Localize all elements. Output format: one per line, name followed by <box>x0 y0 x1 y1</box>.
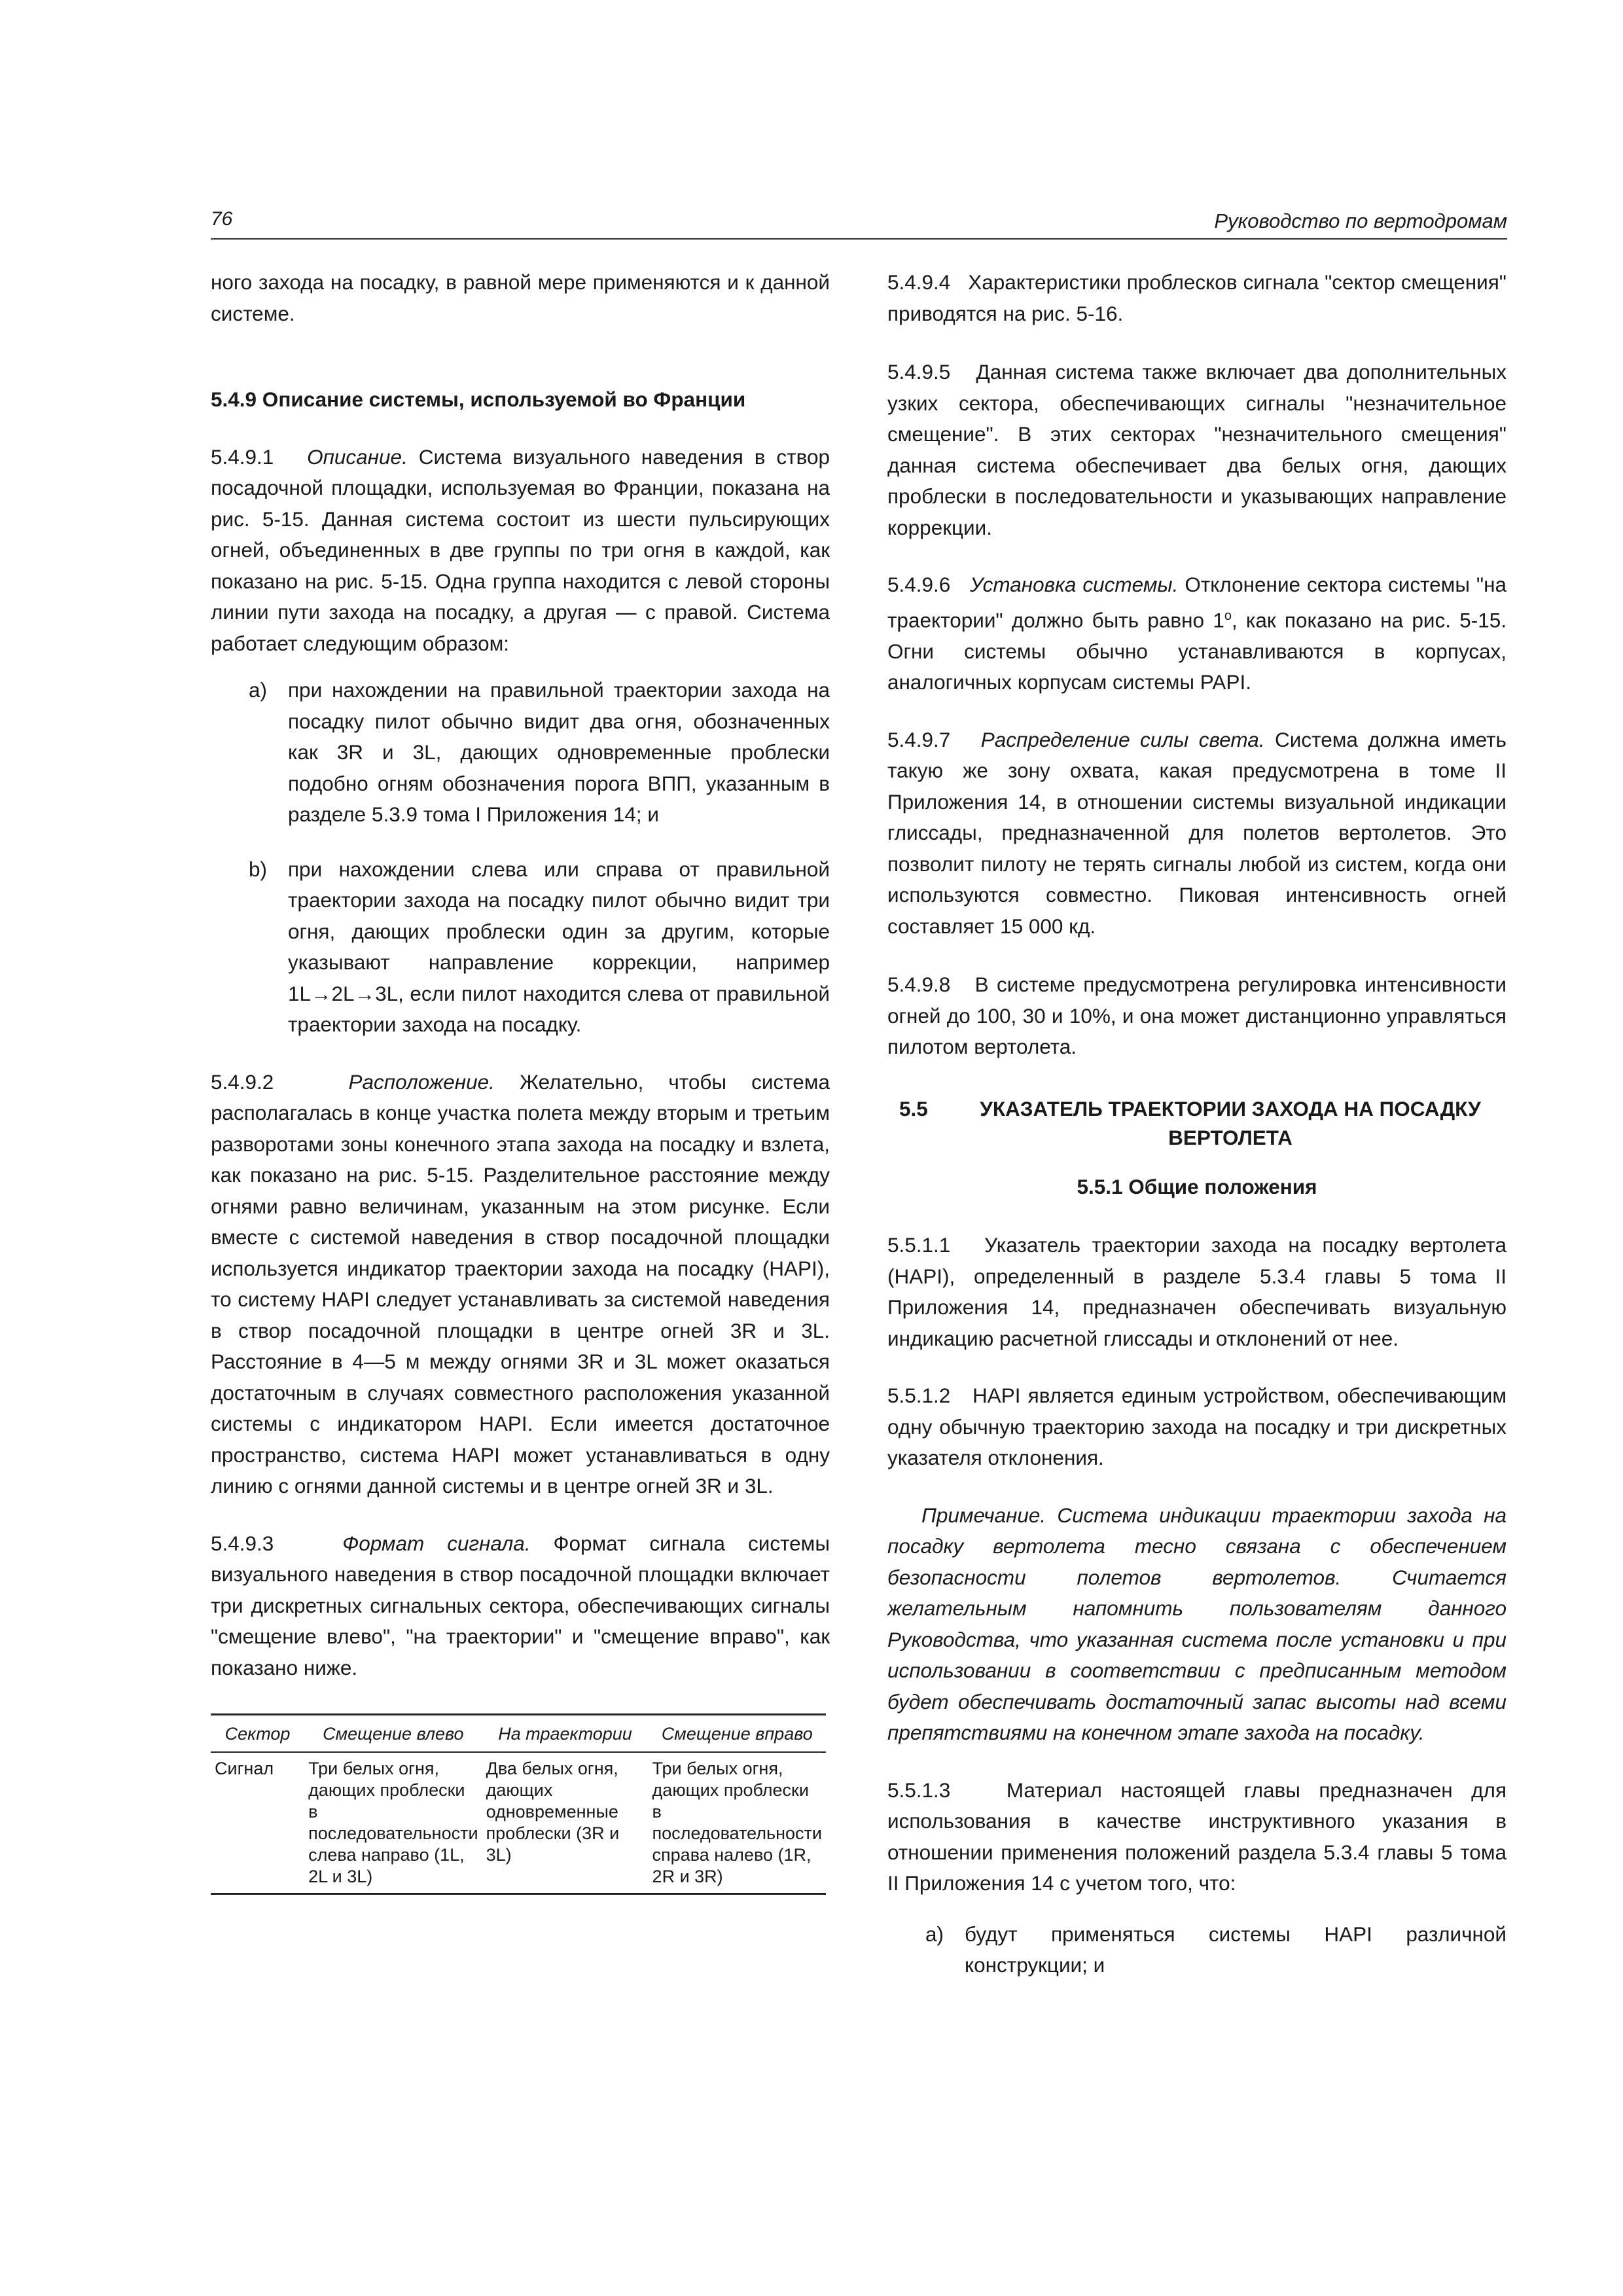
para-number: 5.5.1.2 <box>887 1384 951 1407</box>
para-number: 5.4.9.7 <box>887 727 951 751</box>
list-item-text: при нахождении на правильной траектории захода на посадку пилот обычно видит два огня, обозначенных как 3R и 3L, дающих одновременные проблески подобно огням обозначения порога ВПП, указанным в разделе 5.3.9 тома I Приложения 14; и <box>288 678 830 826</box>
para-number: 5.4.9.5 <box>887 360 951 384</box>
para-number: 5.4.9.4 <box>887 270 951 294</box>
paragraph-5-4-9-8 <box>887 969 1507 1063</box>
para-text: Отклонение сектора системы "на траектории" должно быть равно 1 <box>887 573 1507 632</box>
continuation-paragraph: ного захода на посадку, в равной мере применяются и к данной системе. <box>211 270 830 325</box>
para-heading: Распределение силы света. <box>980 727 1265 751</box>
paragraph-5-4-9-5 <box>887 357 1507 543</box>
para-number: 5.4.9.1 <box>211 444 274 469</box>
para-heading: Формат сигнала. <box>342 1531 531 1555</box>
para-text: , как показано на рис. 5-15. Огни системы обычно устанавливаются в корпусах, аналогичных корпусам системы PAPI. <box>887 608 1507 694</box>
para-text: В системе предусмотрена регулировка интенсивности огней до 100, 30 и 10%, и она может дистанционно управляться пилотом вертолета. <box>887 973 1507 1058</box>
list-marker: b) <box>249 857 268 881</box>
para-heading: Описание. <box>307 444 408 469</box>
signal-format-table <box>211 1713 826 1895</box>
running-title: Руководство по вертодромам <box>1214 209 1507 232</box>
table-header-row <box>211 1715 826 1753</box>
paragraph-5-4-9-7 <box>887 725 1507 942</box>
right-column <box>887 267 1507 1981</box>
para-text: Материал настоящей главы предназначен для использования в качестве инструктивного указания в отношении применения положений раздела 5.3.4 главы 5 тома II Приложения 14 с учетом того, что: <box>887 1778 1507 1895</box>
para-heading: Расположение. <box>348 1069 495 1094</box>
table-header-cell: Смещение вправо <box>661 1724 813 1744</box>
section-heading-5-5-1: 5.5.1 Общие положения <box>1077 1174 1317 1198</box>
list-item-text: будут применяться системы HAPI различной конструкции; и <box>965 1922 1507 1977</box>
list-marker: a) <box>249 678 268 702</box>
table-cell: Три белых огня, дающих проблески в последовательности справа налево (1R, 2R и 3R) <box>652 1759 822 1886</box>
table-header-cell: На траектории <box>498 1724 632 1744</box>
paragraph-5-5-1-1 <box>887 1230 1507 1354</box>
para-text: Указатель траектории захода на посадку вертолета (HAPI), определенный в разделе 5.3.4 главы 5 тома II Приложения 14, предназначен обеспечивать визуальную индикацию расчетной глиссады и отклонений от нее. <box>887 1233 1507 1350</box>
table-cell: Три белых огня, дающих проблески в последовательности слева направо (1L, 2L и 3L) <box>308 1759 478 1886</box>
para-text: Система визуального наведения в створ посадочной площадки, используемая во Франции, показана на рис. 5-15. Данная система состоит из шести пульсирующих огней, объединенных в две группы по три огня в каждой, как показано на рис. 5-15. Одна группа находится с левой стороны линии пути захода на посадку, а другая — с правой. Система работает следующим образом: <box>211 444 830 655</box>
para-number: 5.5.1.1 <box>887 1233 951 1257</box>
paragraph-5-4-9-1 <box>211 442 830 660</box>
header-rule <box>211 238 1507 240</box>
page-number: 76 <box>211 208 233 230</box>
section-number: 5.5 <box>899 1096 928 1121</box>
paragraph-5-4-9-2 <box>211 1067 830 1502</box>
paragraph-5-4-9-4 <box>887 267 1507 329</box>
section-heading-5-4-9: 5.4.9 Описание системы, используемой во Франции <box>211 387 746 411</box>
para-number: 5.4.9.3 <box>211 1531 274 1555</box>
para-text: Желательно, чтобы система располагалась в конце участка полета между вторым и третьим разворотами зоны конечного этапа захода на посадку и взлета, как показано на рис. 5-15. Разделительное расстояние между огнями равно величинам, указанным на этом рисунке. Если вместе с системой наведения в створ посадочной площадки используется индикатор траектории захода на посадку (HAPI), то систему HAPI следует устанавливать за системой наведения в створ посадочной площадки в центре огней 3R и 3L. Расстояние в 4—5 м между огнями 3R и 3L может оказаться достаточным в случаях совместного расположения указанной системы с индикатором HAPI. Если имеется достаточное пространство, система HAPI может устанавливаться в одну линию с огнями данной системы и в центре огней 3R и 3L. <box>211 1069 830 1498</box>
section-heading-5-5 <box>887 1094 1507 1152</box>
table-cell: Сигнал <box>215 1759 274 1778</box>
paragraph-5-4-9-3 <box>211 1528 830 1684</box>
paragraph-5-4-9-6 <box>887 569 1507 698</box>
para-text: Данная система также включает два дополнительных узких сектора, обеспечивающих сигналы "незначительное смещение". В этих секторах "незначительного смещения" данная система обеспечивает два белых огня, дающих проблески в последовательности и указывающих направление коррекции. <box>887 360 1507 539</box>
table-header-cell: Сектор <box>224 1724 291 1744</box>
para-number: 5.5.1.3 <box>887 1778 951 1802</box>
para-text: HAPI является единым устройством, обеспечивающим одну обычную траекторию захода на посадку и три дискретных указателя отклонения. <box>887 1384 1507 1469</box>
paragraph-5-5-1-2 <box>887 1380 1507 1474</box>
note-paragraph: Примечание. Система индикации траектории захода на посадку вертолета тесно связана с обеспечением безопасности полетов вертолетов. Считается желательным напомнить пользователям данного Руководства, что указанная система после установки и при использовании в соответствии с предписанным методом будет обеспечивать достаточный запас высоты над всеми препятствиями на конечном этапе захода на посадку. <box>887 1503 1507 1744</box>
table-header-cell: Смещение влево <box>323 1724 464 1744</box>
table-row <box>211 1752 826 1894</box>
section-title: УКАЗАТЕЛЬ ТРАЕКТОРИИ ЗАХОДА НА ПОСАДКУ ВЕРТОЛЕТА <box>980 1096 1481 1149</box>
para-number: 5.4.9.6 <box>887 573 951 596</box>
list-item-a <box>211 675 830 831</box>
degree-sign: о <box>1224 608 1232 623</box>
para-text: Характеристики проблесков сигнала "сектор смещения" приводятся на рис. 5-16. <box>887 270 1507 325</box>
para-number: 5.4.9.2 <box>211 1069 274 1094</box>
list-marker: a) <box>925 1922 944 1946</box>
list-item-a <box>887 1919 1507 1981</box>
para-text: Формат сигнала системы визуального наведения в створ посадочной площадки включает три дискретных сигнальных сектора, обеспечивающих сигналы "смещение влево", "на траектории" и "смещение вправо", как показано ниже. <box>211 1531 830 1679</box>
list-item-text: при нахождении слева или справа от правильной траектории захода на посадку пилот обычно видит три огня, дающих проблески один за другим, которые указывают направление коррекции, например 1L→2L→3L, если пилот находится слева от правильной траектории захода на посадку. <box>288 857 830 1036</box>
para-text: Система должна иметь такую же зону охвата, какая предусмотрена в томе II Приложения 14, в отношении системы визуальной индикации глиссады, предназначенной для полетов вертолетов. Это позволит пилоту не терять сигналы любой из систем, когда они используются совместно. Пиковая интенсивность огней составляет 15 000 кд. <box>887 727 1507 938</box>
para-heading: Установка системы. <box>970 573 1179 596</box>
list-item-b <box>211 854 830 1041</box>
para-number: 5.4.9.8 <box>887 973 951 996</box>
left-column <box>211 267 830 1895</box>
table-cell: Два белых огня, дающих одновременные проблески (3R и 3L) <box>486 1759 620 1865</box>
paragraph-5-5-1-3 <box>887 1775 1507 1899</box>
